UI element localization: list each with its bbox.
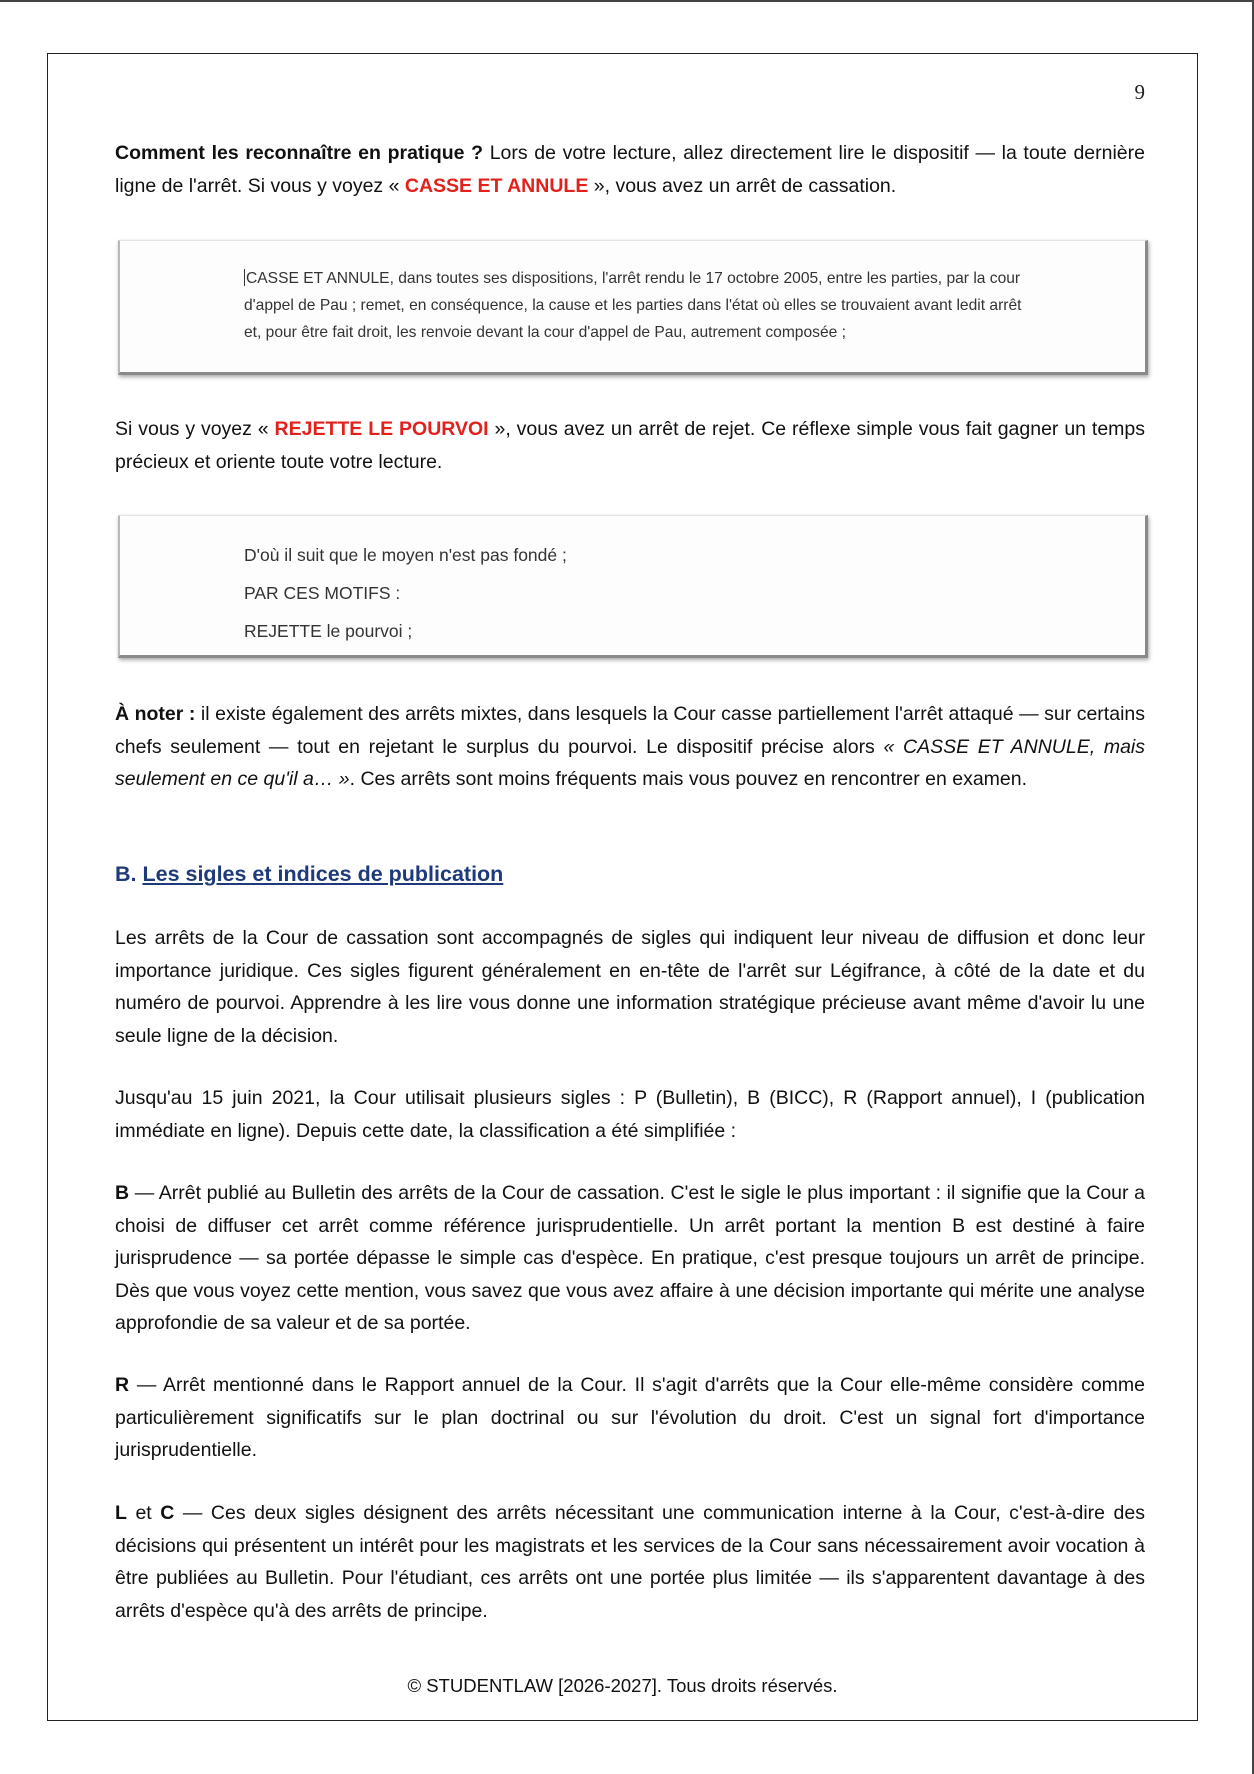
text-cursor: [244, 269, 245, 286]
paragraph-text: — Arrêt mentionné dans le Rapport annuel de la Cour. Il s'agit d'arrêts que la Cour elle-même considère comme particulièrement significatifs sur le plan doctrinal ou sur l'évolution du droit. C'est un signal fort d'importance jurisprudentielle.: [115, 1374, 1145, 1461]
page-number: 9: [1134, 80, 1145, 104]
paragraph-text: », vous avez un arrêt de cassation.: [588, 174, 897, 197]
paragraph-lead: Comment les reconnaître en pratique ?: [115, 142, 484, 164]
excerpt-text-container: [244, 265, 1034, 346]
paragraph-sigle-b: [115, 1177, 1145, 1340]
paragraph-recognition: [115, 137, 1145, 202]
paragraph-text: », vous avez un arrêt de rejet. Ce réflexe simple vous fait gagner un temps précieux et oriente toute votre lecture.: [115, 418, 1145, 473]
sigle-label: B: [115, 1182, 130, 1204]
section-letter: B.: [115, 862, 137, 886]
page-edge-top: [0, 0, 1254, 2]
footer-copyright: © STUDENTLAW [2026-2027]. Tous droits réservés.: [407, 1675, 838, 1696]
section-heading: [115, 862, 503, 887]
excerpt-box-rejet: [118, 515, 1148, 658]
excerpt-text-container: [244, 536, 944, 650]
paragraph-text: — Ces deux sigles désignent des arrêts nécessitant une communication interne à la Cour, c'est-à-dire des décisions qui présentent un intérêt pour les magistrats et les services de la Cour sans nécessairement avoir vocation à être publiées au Bulletin. Pour l'étudiant, ces arrêts ont une portée plus limitée — ils s'apparentent davantage à des arrêts d'espèce qu'à des arrêts de principe.: [115, 1502, 1145, 1622]
sigle-label: C: [160, 1502, 175, 1524]
paragraph-text: et: [126, 1502, 161, 1524]
paragraph-text: . Ces arrêts sont moins fréquents mais vous pouvez en rencontrer en examen.: [349, 768, 1028, 790]
note-quote: « CASSE ET ANNULE, mais seulement en ce qu'il a… »: [115, 735, 1145, 790]
excerpt-line: D'où il suit que le moyen n'est pas fondé ;: [244, 545, 567, 565]
paragraph-sigles-history: Jusqu'au 15 juin 2021, la Cour utilisait plusieurs sigles : P (Bulletin), B (BICC), R (Rapport annuel), I (publication immédiate en ligne). Depuis cette date, la classification a été simplifiée :: [115, 1087, 1145, 1142]
excerpt-line: REJETTE le pourvoi ;: [244, 621, 413, 641]
highlight-rejette-le-pourvoi: REJETTE LE POURVOI: [274, 418, 489, 440]
paragraph-text: — Arrêt publié au Bulletin des arrêts de la Cour de cassation. C'est le sigle le plus important : il signifie que la Cour a choisi de diffuser cet arrêt comme référence jurisprudentielle. Un arrêt portant la mention B est destiné à faire jurisprudence — sa portée dépasse le simple cas d'espèce. En pratique, c'est presque toujours un arrêt de principe. Dès que vous voyez cette mention, vous savez que vous avez affaire à une décision importante qui mérite une analyse approfondie de sa valeur et de sa portée.: [115, 1182, 1145, 1334]
section-title-link[interactable]: Les sigles et indices de publication: [142, 862, 504, 886]
sigle-label: R: [115, 1374, 130, 1396]
sigle-label: L: [115, 1502, 127, 1524]
paragraph-sigle-l-c: [115, 1497, 1145, 1627]
excerpt-text: CASSE ET ANNULE, dans toutes ses dispositions, l'arrêt rendu le 17 octobre 2005, entre les parties, par la cour d'appel de Pau ; remet, en conséquence, la cause et les parties dans l'état où elles se trouvaient avant ledit arrêt et, pour être fait droit, les renvoie devant la cour d'appel de Pau, autrement composée ;: [244, 270, 1022, 341]
highlight-casse-et-annule: CASSE ET ANNULE: [404, 174, 589, 197]
paragraph-sigle-r: [115, 1369, 1145, 1467]
paragraph-text: Lors de votre lecture, allez directement lire le dispositif — la toute dernière ligne de l'arrêt. Si vous y voyez «: [115, 142, 1145, 197]
excerpt-line: PAR CES MOTIFS :: [244, 583, 401, 603]
paragraph-text: il existe également des arrêts mixtes, dans lesquels la Cour casse partiellement l'arrêt attaqué — sur certains chefs seulement — tout en rejetant le surplus du pourvoi. Le dispositif précise alors: [115, 703, 1145, 758]
excerpt-box-cassation: [118, 240, 1148, 375]
paragraph-sigles-intro: Les arrêts de la Cour de cassation sont accompagnés de sigles qui indiquent leur niveau de diffusion et donc leur importance juridique. Ces sigles figurent généralement en en-tête de l'arrêt sur Légifrance, à côté de la date et du numéro de pourvoi. Apprendre à les lire vous donne une information stratégique précieuse avant même d'avoir lu une seule ligne de la décision.: [115, 927, 1145, 1047]
paragraph-note: [115, 698, 1145, 796]
paragraph-rejet: [115, 413, 1145, 478]
paragraph-text: Si vous y voyez «: [115, 418, 275, 440]
note-lead: À noter :: [115, 703, 196, 725]
